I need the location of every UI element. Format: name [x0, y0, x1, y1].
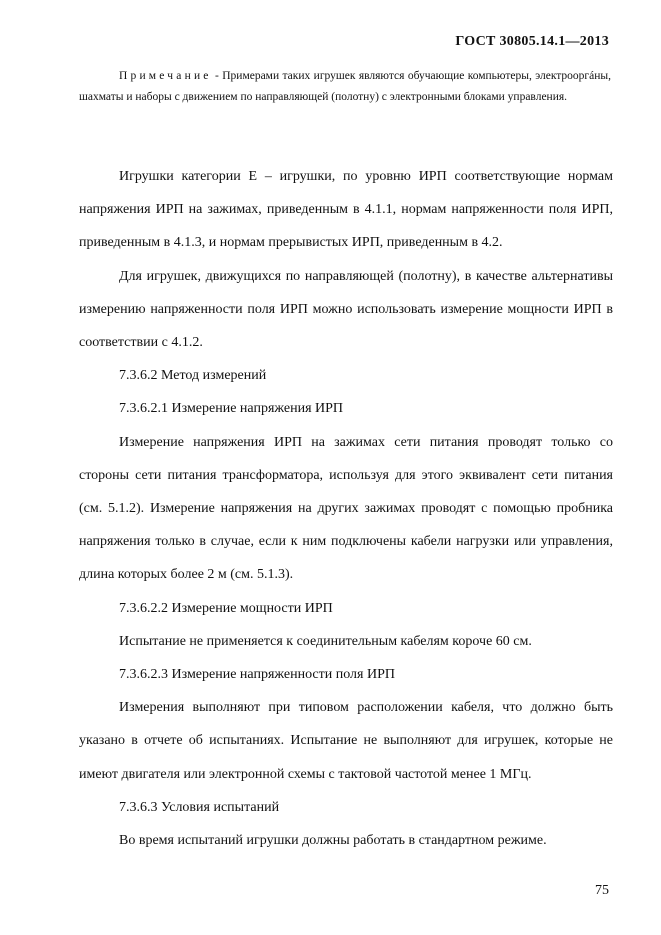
main-text — [79, 160, 613, 857]
section-heading-7-3-6-2-2: 7.3.6.2.2 Измерение мощности ИРП — [119, 600, 333, 616]
section-heading-7-3-6-2-3: 7.3.6.2.3 Измерение напряженности поля ИРП — [119, 667, 395, 683]
paragraph-power-measurement: Испытание не применяется к соединительным кабелям короче 60 см. — [119, 633, 532, 649]
note-label: Примечание — [119, 70, 212, 82]
section-heading-7-3-6-3: 7.3.6.3 Условия испытаний — [119, 799, 280, 815]
paragraph-guided-toys: Для игрушек, движущихся по направляющей (полотну), в качестве альтернативы измерению напряженности поля ИРП можно использовать измерение мощности ИРП в соответствии с 4.1.2. — [79, 268, 613, 351]
note-paragraph — [79, 66, 611, 108]
paragraph-voltage-measurement: Измерение напряжения ИРП на зажимах сети питания проводят только со стороны сети питания трансформатора, используя для этого эквивалент сети питания (см. 5.1.2). Измерение напряжения на других зажимах проводят с помощью пробника напряжения только в случае, если к ним подключены кабели нагрузки или управления, длина которых более 2 м (см. 5.1.3). — [79, 434, 613, 583]
paragraph-test-conditions: Во время испытаний игрушки должны работать в стандартном режиме. — [119, 833, 547, 849]
paragraph-category-e: Игрушки категории Е – игрушки, по уровню ИРП соответствующие нормам напряжения ИРП на зажимах, приведенным в 4.1.1, нормам напряженности поля ИРП, приведенным в 4.1.3, и нормам прерывистых ИРП, приведенным в 4.2. — [79, 169, 613, 251]
note-text: - Примерами таких игрушек являются обучающие компьютеры, электрооргáны, шахматы и наборы с движением по направляющей (полотну) с электронными блоками управления. — [79, 70, 611, 103]
section-heading-7-3-6-2-1: 7.3.6.2.1 Измерение напряжения ИРП — [119, 401, 344, 417]
paragraph-field-measurement: Измерения выполняют при типовом расположении кабеля, что должно быть указано в отчете об испытаниях. Испытание не выполняют для игрушек, которые не имеют двигателя или электронной схемы с тактовой частотой менее 1 МГц. — [79, 700, 613, 782]
section-heading-7-3-6-2: 7.3.6.2 Метод измерений — [119, 368, 267, 384]
document-header: ГОСТ 30805.14.1—2013 — [455, 34, 609, 49]
page-number: 75 — [595, 883, 609, 898]
